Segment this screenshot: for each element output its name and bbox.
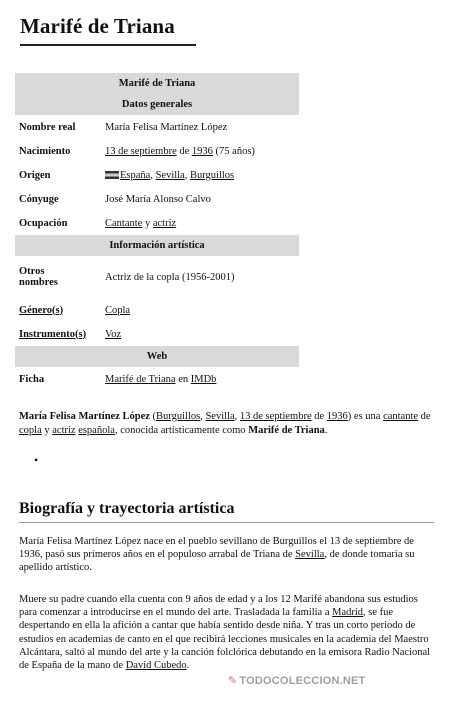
actriz-link[interactable]: actriz <box>152 217 177 229</box>
section-artistic-label: Información artística <box>15 235 299 256</box>
infobox-header-row <box>15 73 299 94</box>
section-web-label: Web <box>15 346 299 367</box>
infobox <box>15 73 299 391</box>
ocupacion-label: Ocupación <box>19 217 68 229</box>
ficha-link[interactable]: Marifé de Triana <box>105 373 176 385</box>
intro-espanola-link[interactable]: española <box>78 425 115 436</box>
watermark-text: TODOCOLECCION.NET <box>239 675 366 687</box>
otros-nombres-value: Actriz de la copla (1956-2001) <box>105 271 235 283</box>
voz-link[interactable]: Voz <box>105 328 122 340</box>
birth-year-link[interactable]: 1936 <box>191 145 213 157</box>
intro-es-una: ) es una <box>347 411 384 422</box>
section-divider <box>19 522 434 523</box>
conyuge-label: Cónyuge <box>19 193 59 205</box>
ficha-label: Ficha <box>19 373 45 385</box>
title-underline <box>20 44 196 46</box>
instrumentos-value-cell <box>101 322 299 346</box>
section-title: Biografía y trayectoria artística <box>19 500 235 517</box>
row-conyuge <box>15 187 299 211</box>
row-ficha <box>15 367 299 391</box>
infobox-section-web <box>15 346 299 367</box>
copla-link[interactable]: Copla <box>105 304 131 316</box>
ocupacion-y: y <box>142 217 153 229</box>
otros-nombres-label-1: Otros <box>19 266 45 277</box>
watermark-logo-icon: ✎ <box>228 675 238 687</box>
conyuge-value: José María Alonso Calvo <box>105 193 211 205</box>
generos-label[interactable]: Género(s) <box>19 304 64 316</box>
birth-age: (75 años) <box>212 145 255 157</box>
para2-text1: Muere su padre cuando ella cuenta con 9 años de edad y a los 12 Marifé abandona sus estudios para comenzar a introducirse en el mundo del arte. Trasladada la familia a <box>19 594 418 619</box>
row-ocupacion <box>15 211 299 235</box>
intro-stage-name: Marifé de Triana <box>248 425 325 436</box>
watermark <box>228 674 365 687</box>
page-title: Marifé de Triana <box>20 14 175 38</box>
nacimiento-label: Nacimiento <box>19 145 71 157</box>
intro-town-link[interactable]: Burguillos <box>156 411 201 422</box>
intro-name: María Felisa Martínez López <box>19 411 150 422</box>
birth-date-link[interactable]: 13 de septiembre <box>105 145 177 157</box>
nombre-real-value: María Felisa Martínez López <box>105 121 228 133</box>
intro-cantante-link[interactable]: cantante <box>383 411 419 422</box>
row-otros-nombres <box>15 256 299 298</box>
spain-flag-icon <box>105 171 119 179</box>
biography-paragraph-1 <box>19 535 434 575</box>
intro-copla-link[interactable]: copla <box>19 425 42 436</box>
intro-paren-open: ( <box>149 411 157 422</box>
para2-madrid-link[interactable]: Madrid <box>332 607 364 619</box>
nombre-real-label: Nombre real <box>19 121 76 133</box>
birth-de: de <box>176 145 192 157</box>
intro-de: de <box>311 411 327 422</box>
row-generos <box>15 298 299 322</box>
intro-date-link[interactable]: 13 de septiembre <box>239 411 312 422</box>
city-link[interactable]: Sevilla <box>155 169 185 181</box>
intro-known: , conocida artísticamente como <box>114 425 249 436</box>
intro-actriz-link[interactable]: actriz <box>52 425 76 436</box>
infobox-section-general <box>15 94 299 115</box>
ocupacion-value <box>101 211 299 235</box>
otros-nombres-label <box>15 256 101 298</box>
cantante-link[interactable]: Cantante <box>105 217 143 229</box>
intro-y: y <box>41 425 53 436</box>
town-link[interactable]: Burguillos <box>190 169 235 181</box>
section-general-label: Datos generales <box>15 94 299 115</box>
para1-sevilla-link[interactable]: Sevilla <box>295 549 325 561</box>
row-nombre-real <box>15 115 299 139</box>
list-bullet: • <box>34 453 39 467</box>
infobox-header: Marifé de Triana <box>15 73 299 94</box>
intro-de2: de <box>418 411 431 422</box>
intro-end: . <box>324 425 328 436</box>
country-link[interactable]: España <box>120 169 151 181</box>
nacimiento-value <box>101 139 299 163</box>
para2-end: . <box>186 660 190 672</box>
intro-year-link[interactable]: 1936 <box>326 411 348 422</box>
origen-value: España, Sevilla, Burguillos <box>101 163 299 187</box>
row-origen <box>15 163 299 187</box>
row-instrumentos <box>15 322 299 346</box>
imdb-link[interactable]: IMDb <box>190 373 217 385</box>
instrumentos-label[interactable]: Instrumento(s) <box>19 328 87 340</box>
para1-text: María Felisa Martínez López nace en el pueblo sevillano de Burguillos el 13 de septiembre de 1936, pasó sus primeros años en el populoso arrabal de Triana de <box>19 536 414 561</box>
ficha-value <box>101 367 299 391</box>
row-nacimiento <box>15 139 299 163</box>
origen-label: Origen <box>19 169 51 181</box>
intro-city-link[interactable]: Sevilla <box>205 411 235 422</box>
ficha-en: en <box>175 373 191 385</box>
biography-paragraph-2 <box>19 593 434 672</box>
para2-text2: , se fue despertando en ella la afición a cantar que había sentido desde niña. Y tras un corto periodo de estudios en academias de canto en el que recibirá lecciones musicales en la academia del Maestro Alcántara, saltó al mundo del arte y la canción folclórica debutando en la emisora Radio Nacional de España de la mano de <box>19 607 431 672</box>
intro-paragraph: María Felisa Martínez López (Burguillos, Sevilla, 13 de septiembre de 1936) es una cantante de copla y actriz española, conocida artísticamente como Marifé de Triana. <box>19 411 431 436</box>
otros-nombres-label-2: nombres <box>19 277 58 288</box>
para2-cubedo-link[interactable]: David Cubedo <box>125 660 187 672</box>
para1-end: , de donde tomaría su apellido artístico. <box>19 549 415 574</box>
generos-value-cell <box>101 298 299 322</box>
infobox-section-artistic <box>15 235 299 256</box>
